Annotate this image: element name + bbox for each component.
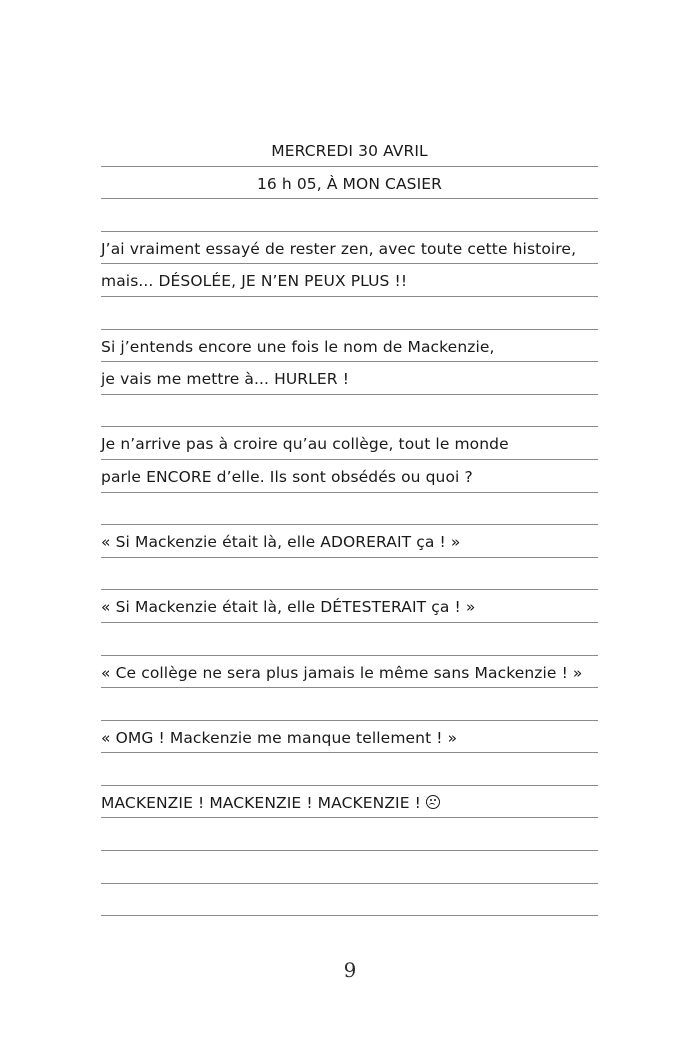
ruled-line [101,330,598,363]
line-text: MACKENZIE ! MACKENZIE ! MACKENZIE ! [101,793,421,812]
ruled-line [101,590,598,623]
line-text: « OMG ! Mackenzie me manque tellement ! » [101,728,458,747]
ruled-line [101,199,598,232]
line-text: J’ai vraiment essayé de rester zen, avec toute cette histoire, [101,239,577,258]
ruled-line [101,493,598,526]
ruled-line [101,753,598,786]
ruled-line [101,818,598,851]
ruled-line [101,525,598,558]
ruled-line [101,232,598,265]
ruled-line [101,688,598,721]
line-text: « Ce collège ne sera plus jamais le même sans Mackenzie ! » [101,663,583,682]
ruled-line [101,264,598,297]
ruled-line [101,395,598,428]
ruled-line [101,721,598,754]
ruled-line [101,558,598,591]
ruled-line [101,623,598,656]
line-text: Je n’arrive pas à croire qu’au collège, tout le monde [101,435,509,454]
line-text: parle ENCORE d’elle. Ils sont obsédés ou quoi ? [101,468,473,487]
line-text-with-icon [101,795,440,812]
ruled-line [101,297,598,330]
entry-date-line [101,134,598,167]
ruled-line [101,460,598,493]
line-text: « Si Mackenzie était là, elle DÉTESTERAIT ça ! » [101,598,476,617]
line-text: mais... DÉSOLÉE, JE N’EN PEUX PLUS !! [101,272,408,291]
ruled-line [101,656,598,689]
ruled-line [101,884,598,917]
ruled-lines [101,134,598,916]
entry-date: MERCREDI 30 AVRIL [271,142,428,161]
ruled-line [101,427,598,460]
frowning-face-icon [426,795,440,809]
ruled-line [101,786,598,819]
ruled-line [101,362,598,395]
line-text: Si j’entends encore une fois le nom de Mackenzie, [101,337,495,356]
line-text: « Si Mackenzie était là, elle ADORERAIT ça ! » [101,533,461,552]
ruled-line [101,851,598,884]
line-text: je vais me mettre à... HURLER ! [101,370,350,389]
entry-time-line [101,167,598,200]
entry-time-place: 16 h 05, À MON CASIER [256,174,443,193]
page-number: 9 [343,958,357,982]
